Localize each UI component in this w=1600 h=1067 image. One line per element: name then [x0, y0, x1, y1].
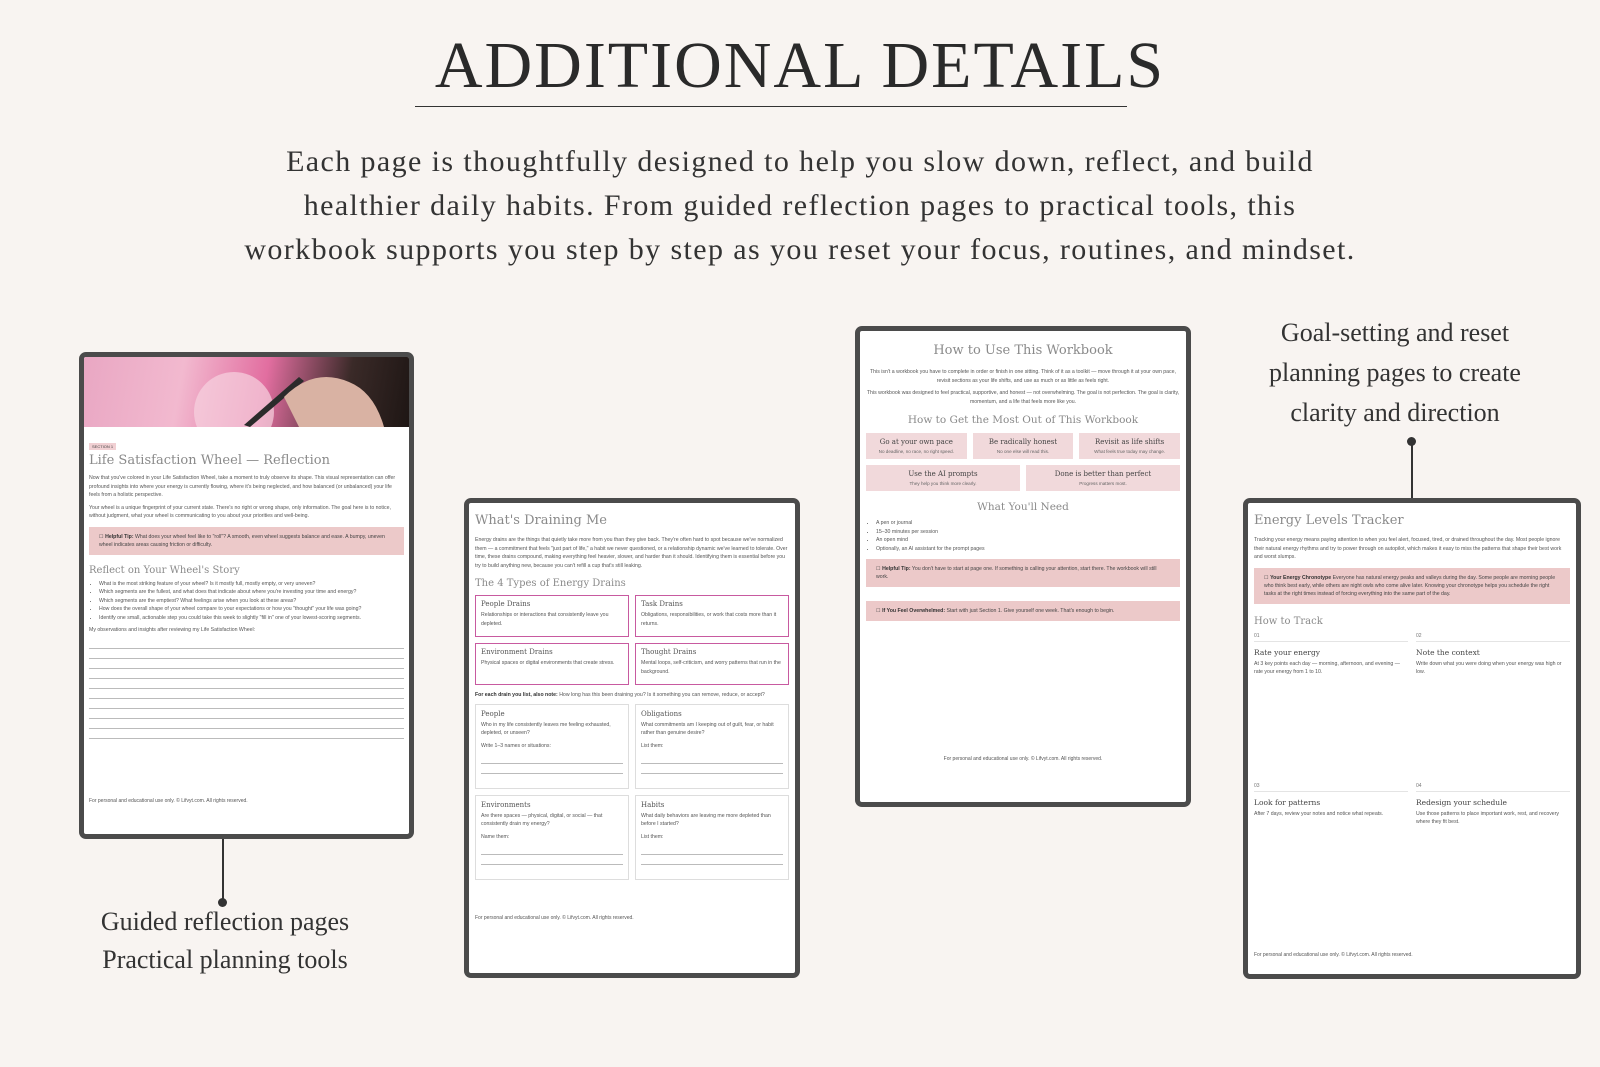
- page-title: What's Draining Me: [475, 513, 607, 528]
- checkbox-icon: ☐: [1264, 574, 1269, 581]
- page-paragraph: Energy drains are the things that quietly take more from you than they give back. They're often hard to spot because we've normalized them — a commitment that feels "just part of life," a habit we never questioned, or a relationship dynamic we've learned to tolerate. Over time, these drains compound, making everything feel heavier, slower, and harder than it should. Identifying them is essential before you try to build anything new, because you can't refill a cup that's still leaking.: [475, 537, 788, 569]
- writing-lines: [641, 845, 783, 865]
- caption-line: clarity and direction: [1290, 398, 1500, 427]
- page-title: Energy Levels Tracker: [1254, 513, 1404, 528]
- page-footer: For personal and educational use only. © Lifvyt.com. All rights reserved.: [89, 798, 248, 804]
- overwhelmed-tip-box: ☐ If You Feel Overwhelmed: Start with just Section 1. Give yourself one week. That's enough to begin.: [866, 601, 1180, 621]
- prompt-card: Obligations What commitments am I keeping out of guilt, fear, or habit rather than genuine desire? List them:: [635, 704, 789, 789]
- step-card: 01 Rate your energy At 3 key points each day — morning, afternoon, and evening — rate your energy from 1 to 10.: [1254, 633, 1408, 783]
- page-paragraph: Now that you've colored in your Life Satisfaction Wheel, take a moment to truly observe its shape. This visual representation can offer profound insights into where your energy is currently flowing, where it's being neglected, and how balanced (or unbalanced) your life feels from a holistic perspective.: [89, 475, 396, 498]
- writing-lines: [481, 754, 623, 774]
- caption-line: planning pages to create: [1269, 358, 1521, 387]
- checkbox-icon: ☐: [99, 533, 104, 540]
- tablet-life-satisfaction: [79, 352, 414, 839]
- intro-line-1: Each page is thoughtfully designed to help you slow down, reflect, and build: [286, 145, 1314, 178]
- writing-lines: [641, 754, 783, 774]
- tip-card: Revisit as life shifts What feels true today may change.: [1079, 433, 1180, 459]
- left-caption: [60, 903, 390, 979]
- writing-lines: [481, 845, 623, 865]
- section-subtitle: How to Track: [1254, 615, 1323, 627]
- tablet-energy-tracker: [1243, 498, 1581, 979]
- writing-prompt: My observations and insights after reviewing my Life Satisfaction Wheel:: [89, 627, 256, 633]
- hero-image: [84, 357, 409, 427]
- prompt-grid: [475, 704, 789, 880]
- needs-list: [866, 519, 1180, 553]
- list-item: • Which segments are the fullest, and what does that indicate about where you're investing your time and energy?: [99, 588, 404, 597]
- list-item: • 15–30 minutes per session: [876, 528, 1180, 537]
- prompt-card: People Who in my life consistently leaves me feeling exhausted, depleted, or unseen? Write 1–3 names or situations:: [475, 704, 629, 789]
- caption-line: Guided reflection pages: [100, 907, 350, 936]
- helpful-tip-box: [89, 527, 404, 555]
- tips-row-2: [866, 465, 1180, 491]
- list-item: • Identify one small, actionable step you could take this week to slightly "fill in" one of your lowest-scoring segments.: [99, 614, 404, 623]
- intro-line-3: workbook supports you step by step as you reset your focus, routines, and mindset.: [244, 233, 1356, 266]
- caption-line: Goal-setting and reset: [1280, 318, 1510, 347]
- step-card: 02 Note the context Write down what you were doing when your energy was high or low.: [1416, 633, 1570, 783]
- page-paragraph: Your wheel is a unique fingerprint of your current state. There's no right or wrong shape, only information. The goal here is to notice, without judgment, what your wheel is communicating to you about your priorities and well-being.: [89, 504, 391, 519]
- drain-type-card: Thought Drains Mental loops, self-criticism, and worry patterns that run in the background.: [635, 643, 789, 685]
- checkbox-icon: ☐: [876, 608, 881, 614]
- pen-hand-illustration: [84, 357, 409, 427]
- prompt-card: Habits What daily behaviors are leaving me more depleted than before I started? List them:: [635, 795, 789, 880]
- headline-underline: [415, 106, 1127, 107]
- step-card: 03 Look for patterns After 7 days, review your notes and notice what repeats.: [1254, 783, 1408, 831]
- tablet-how-to-use: [855, 326, 1191, 807]
- list-item: • A pen or journal: [876, 519, 1180, 528]
- drain-note: [475, 691, 789, 700]
- page-paragraph: Tracking your energy means paying attention to when you feel alert, focused, tired, or drained throughout the day. Most people ignore their natural energy rhythms and try to power through on autopilot, which makes it easy to miss the patterns that shape their best work and worst slumps.: [1254, 537, 1562, 560]
- headline: ADDITIONAL DETAILS: [434, 29, 1166, 102]
- page-footer: For personal and educational use only. © Lifvyt.com. All rights reserved.: [1254, 952, 1413, 958]
- tips-row-1: [866, 433, 1180, 459]
- drain-types-grid: [475, 595, 789, 685]
- left-connector-line: [222, 839, 224, 901]
- drain-type-card: Task Drains Obligations, responsibilities, or work that costs more than it returns.: [635, 595, 789, 637]
- tip-card: Done is better than perfect Progress matters most.: [1026, 465, 1180, 491]
- page-footer: For personal and educational use only. © Lifvyt.com. All rights reserved.: [475, 915, 634, 921]
- prompt-card: Environments Are there spaces — physical, digital, or social — that consistently drain my energy? Name them:: [475, 795, 629, 880]
- list-item: • An open mind: [876, 536, 1180, 545]
- writing-lines: [89, 639, 404, 739]
- section-subtitle: How to Get the Most Out of This Workbook: [907, 414, 1139, 426]
- question-list: [89, 580, 404, 623]
- tip-card: Go at your own pace No deadline, no race, no right speed.: [866, 433, 967, 459]
- section-subtitle: The 4 Types of Energy Drains: [475, 578, 626, 589]
- right-caption: [1230, 313, 1560, 433]
- section-subtitle: What You'll Need: [977, 501, 1069, 513]
- list-item: • Which segments are the emptiest? What feelings arise when you look at these areas?: [99, 597, 404, 606]
- caption-line: Practical planning tools: [102, 945, 348, 974]
- page-paragraph: This isn't a workbook you have to complete in order or finish in one sitting. Think of it as a toolkit — move through it at your own pace, revisit sections as your life shifts, and use as much or as little as feels right.: [870, 369, 1176, 384]
- intro-paragraph: [180, 140, 1420, 272]
- list-item: • How does the overall shape of your wheel compare to your expectations or how you "thought" your life was going?: [99, 605, 404, 614]
- intro-line-2: healthier daily habits. From guided reflection pages to practical tools, this: [303, 189, 1297, 222]
- list-item: • Optionally, an AI assistant for the prompt pages: [876, 545, 1180, 554]
- section-tag: SECTION 1: [89, 443, 116, 450]
- right-connector-line: [1411, 441, 1413, 499]
- steps-grid: [1254, 633, 1570, 831]
- tip-label: Helpful Tip:: [105, 533, 134, 540]
- tip-card: Use the AI prompts They help you think more clearly.: [866, 465, 1020, 491]
- chronotype-tip-box: ☐ Your Energy Chronotype Everyone has natural energy peaks and valleys during the day. Some people are morning people who think best early, while others are night owls who come alive later. Knowing your chronotype helps you schedule the right tasks at the right times instead of forcing everything into the same part of the day.: [1254, 568, 1570, 604]
- tablet-whats-draining-me: [464, 498, 800, 978]
- page-paragraph: This workbook was designed to feel practical, supportive, and honest — not overwhelming. The goal is not perfection. The goal is clarity, momentum, and a life that feels more like you.: [866, 390, 1180, 405]
- tip-text: What does your wheel feel like to "roll"? A smooth, even wheel suggests balance and ease. A bumpy, uneven wheel indicates areas causing friction or difficulty.: [99, 533, 385, 548]
- note-label: For each drain you list, also note:: [475, 692, 558, 698]
- list-item: • What is the most striking feature of your wheel? Is it mostly full, mostly empty, or very uneven?: [99, 580, 404, 589]
- page-title: How to Use This Workbook: [933, 343, 1113, 358]
- note-text: How long has this been draining you? Is it something you can remove, reduce, or accept?: [559, 692, 765, 698]
- checkbox-icon: ☐: [876, 566, 881, 572]
- page-title: Life Satisfaction Wheel — Reflection: [89, 453, 330, 468]
- section-subtitle: Reflect on Your Wheel's Story: [89, 564, 240, 576]
- drain-type-card: Environment Drains Physical spaces or digital environments that create stress.: [475, 643, 629, 685]
- tip-card: Be radically honest No one else will read this.: [973, 433, 1074, 459]
- page-footer: For personal and educational use only. © Lifvyt.com. All rights reserved.: [943, 756, 1103, 762]
- step-card: 04 Redesign your schedule Use those patterns to place important work, rest, and recovery where they fit best.: [1416, 783, 1570, 831]
- drain-type-card: People Drains Relationships or interactions that consistently leave you depleted.: [475, 595, 629, 637]
- helpful-tip-box: ☐ Helpful Tip: You don't have to start at page one. If something is calling your attention, start there. The workbook will still work.: [866, 559, 1180, 587]
